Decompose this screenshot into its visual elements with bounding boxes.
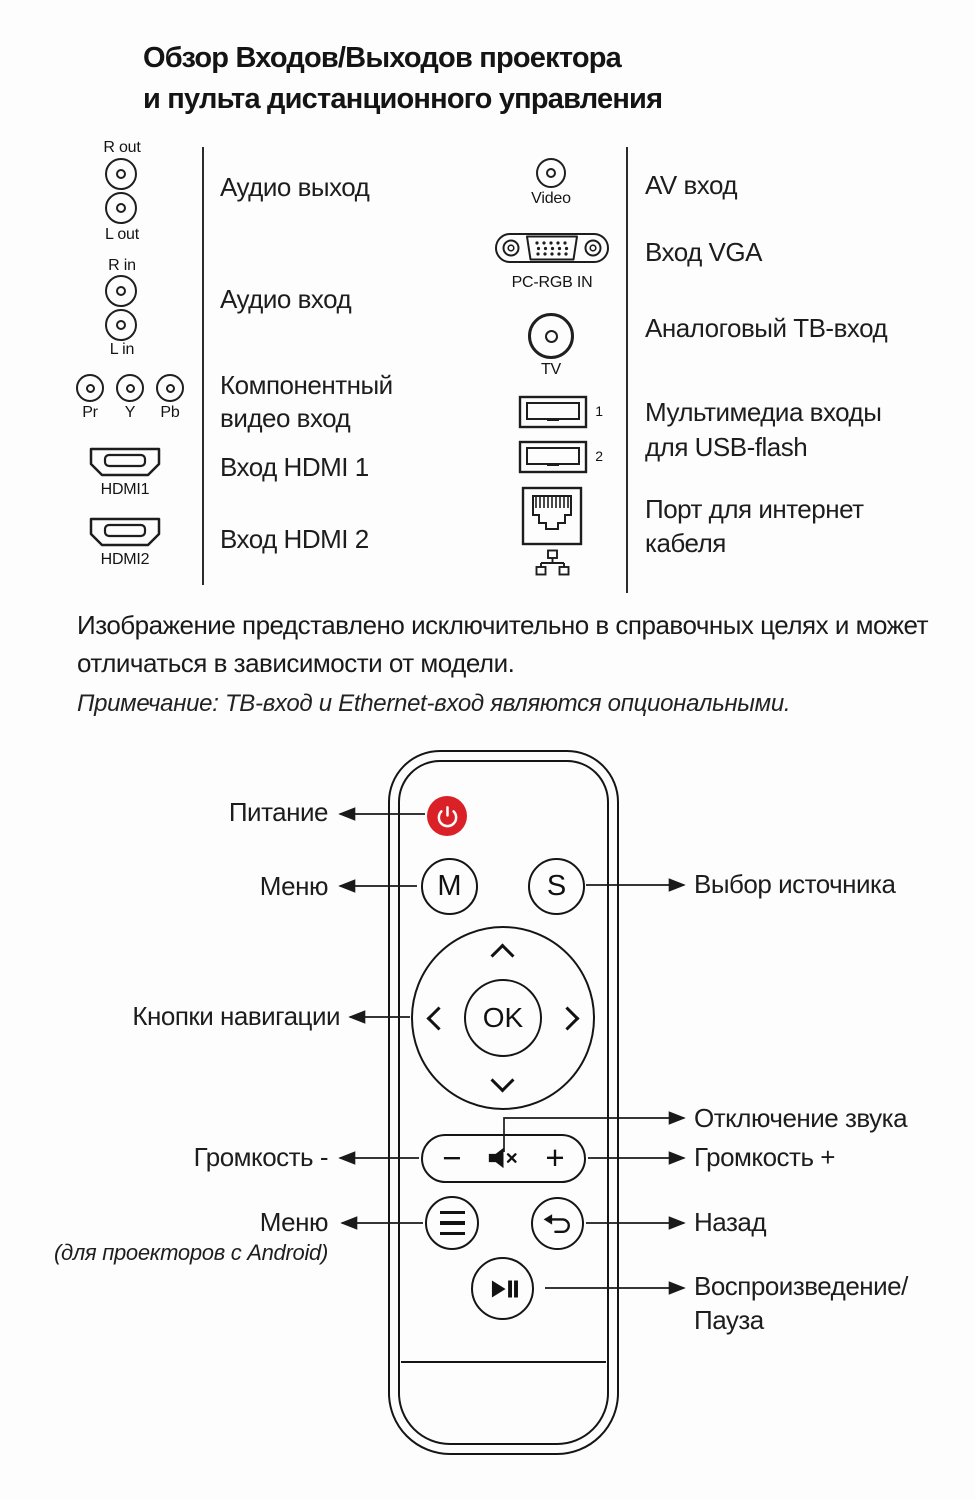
- io-label-tv: Аналоговый ТВ-вход: [645, 313, 888, 343]
- rca-jack-icon: [156, 374, 184, 402]
- hdmi-icon: [88, 516, 162, 549]
- io-label-ethernet-1: Порт для интернет: [645, 494, 864, 524]
- io-label-component-1: Компонентный: [220, 370, 393, 400]
- jack-label-r-in: R in: [108, 257, 136, 274]
- port-label-hdmi2: HDMI2: [100, 551, 150, 568]
- io-label-audio-in: Аудио вход: [220, 284, 352, 314]
- disclaimer-line2: отличаться в зависимости от модели.: [77, 648, 515, 678]
- jack-label-l-in: L in: [109, 341, 135, 358]
- usb-port-icon: [518, 440, 588, 474]
- rca-jack-icon: [105, 158, 137, 190]
- rca-jack-icon: [105, 309, 137, 341]
- io-label-hdmi2: Вход HDMI 2: [220, 524, 369, 554]
- optional-note: Примечание: ТВ-вход и Ethernet-вход являются опциональными.: [77, 690, 791, 717]
- ok-button-label: OK: [482, 1002, 524, 1033]
- io-label-av: AV вход: [645, 170, 738, 200]
- callout-mute: Отключение звука: [694, 1103, 908, 1133]
- play-pause-button: [471, 1257, 534, 1320]
- jack-label-l-out: L out: [105, 226, 139, 243]
- video-rca-icon: [536, 158, 566, 188]
- hdmi-icon: [88, 446, 162, 479]
- ethernet-port-icon: [520, 485, 584, 547]
- io-label-audio-out: Аудио выход: [220, 172, 370, 202]
- disclaimer-line1: Изображение представлено исключительно в справочных целях и может: [77, 610, 929, 640]
- menu-button: [421, 858, 478, 915]
- callout-source: Выбор источника: [694, 869, 896, 899]
- page-title-line2: и пульта дистанционного управления: [143, 83, 663, 115]
- rca-jack-icon: [76, 374, 104, 402]
- page-title: [143, 38, 662, 120]
- callout-menu-android: Меню: [259, 1207, 328, 1237]
- android-menu-button: [425, 1196, 479, 1250]
- power-icon: [436, 805, 459, 828]
- callout-play-1: Воспроизведение/: [694, 1271, 908, 1301]
- back-button: [531, 1197, 584, 1250]
- port-label-hdmi1: HDMI1: [100, 481, 150, 498]
- source-button-label: S: [546, 870, 567, 902]
- column-divider: [202, 147, 204, 585]
- usb-port-icon: [518, 395, 588, 429]
- jack-label-r-out: R out: [103, 139, 141, 156]
- power-button: [427, 796, 467, 836]
- io-label-usb-2: для USB-flash: [645, 432, 808, 462]
- volume-down-button: −: [442, 1139, 462, 1176]
- rca-jack-icon: [116, 374, 144, 402]
- remote-bottom-divider: [401, 1361, 606, 1363]
- usb-port-number-1: 1: [595, 403, 603, 419]
- callout-power: Питание: [228, 797, 328, 827]
- rca-jack-icon: [105, 275, 137, 307]
- tv-antenna-icon: [528, 313, 574, 359]
- callout-menu-android-note: (для проекторов с Android): [53, 1240, 328, 1265]
- callout-navigation: Кнопки навигации: [132, 1001, 340, 1031]
- volume-up-button: +: [545, 1139, 565, 1176]
- menu-button-label: M: [437, 870, 462, 902]
- column-divider: [626, 147, 628, 593]
- io-label-hdmi1: Вход HDMI 1: [220, 452, 369, 482]
- usb-port-number-2: 2: [595, 448, 603, 464]
- back-icon: [541, 1207, 575, 1241]
- disclaimer-text: [77, 606, 928, 682]
- play-pause-icon: [486, 1272, 520, 1306]
- io-label-component-2: видео вход: [220, 403, 351, 433]
- io-label-ethernet-2: кабеля: [645, 528, 726, 558]
- mute-icon: [487, 1145, 520, 1171]
- callout-back: Назад: [694, 1207, 766, 1237]
- port-label-tv: TV: [540, 361, 562, 378]
- jack-label-pb: Pb: [160, 404, 180, 421]
- callout-volume-up: Громкость +: [694, 1142, 835, 1172]
- io-label-vga: Вход VGA: [645, 237, 762, 267]
- page-title-line1: Обзор Входов/Выходов проектора: [143, 42, 621, 74]
- port-label-pc-rgb-in: PC-RGB IN: [511, 274, 593, 291]
- jack-label-y: Y: [124, 404, 136, 421]
- callout-play-2: Пауза: [694, 1305, 764, 1335]
- callout-volume-down: Громкость -: [193, 1142, 328, 1172]
- jack-label-pr: Pr: [82, 404, 98, 421]
- io-label-usb-1: Мультимедиа входы: [645, 397, 882, 427]
- rca-jack-icon: [105, 192, 137, 224]
- source-button: [528, 858, 585, 915]
- callout-menu: Меню: [259, 871, 328, 901]
- network-icon: [534, 549, 570, 579]
- port-label-video: Video: [531, 190, 571, 207]
- ok-button: [464, 979, 542, 1057]
- vga-icon: [494, 223, 610, 273]
- hamburger-icon: [440, 1211, 465, 1214]
